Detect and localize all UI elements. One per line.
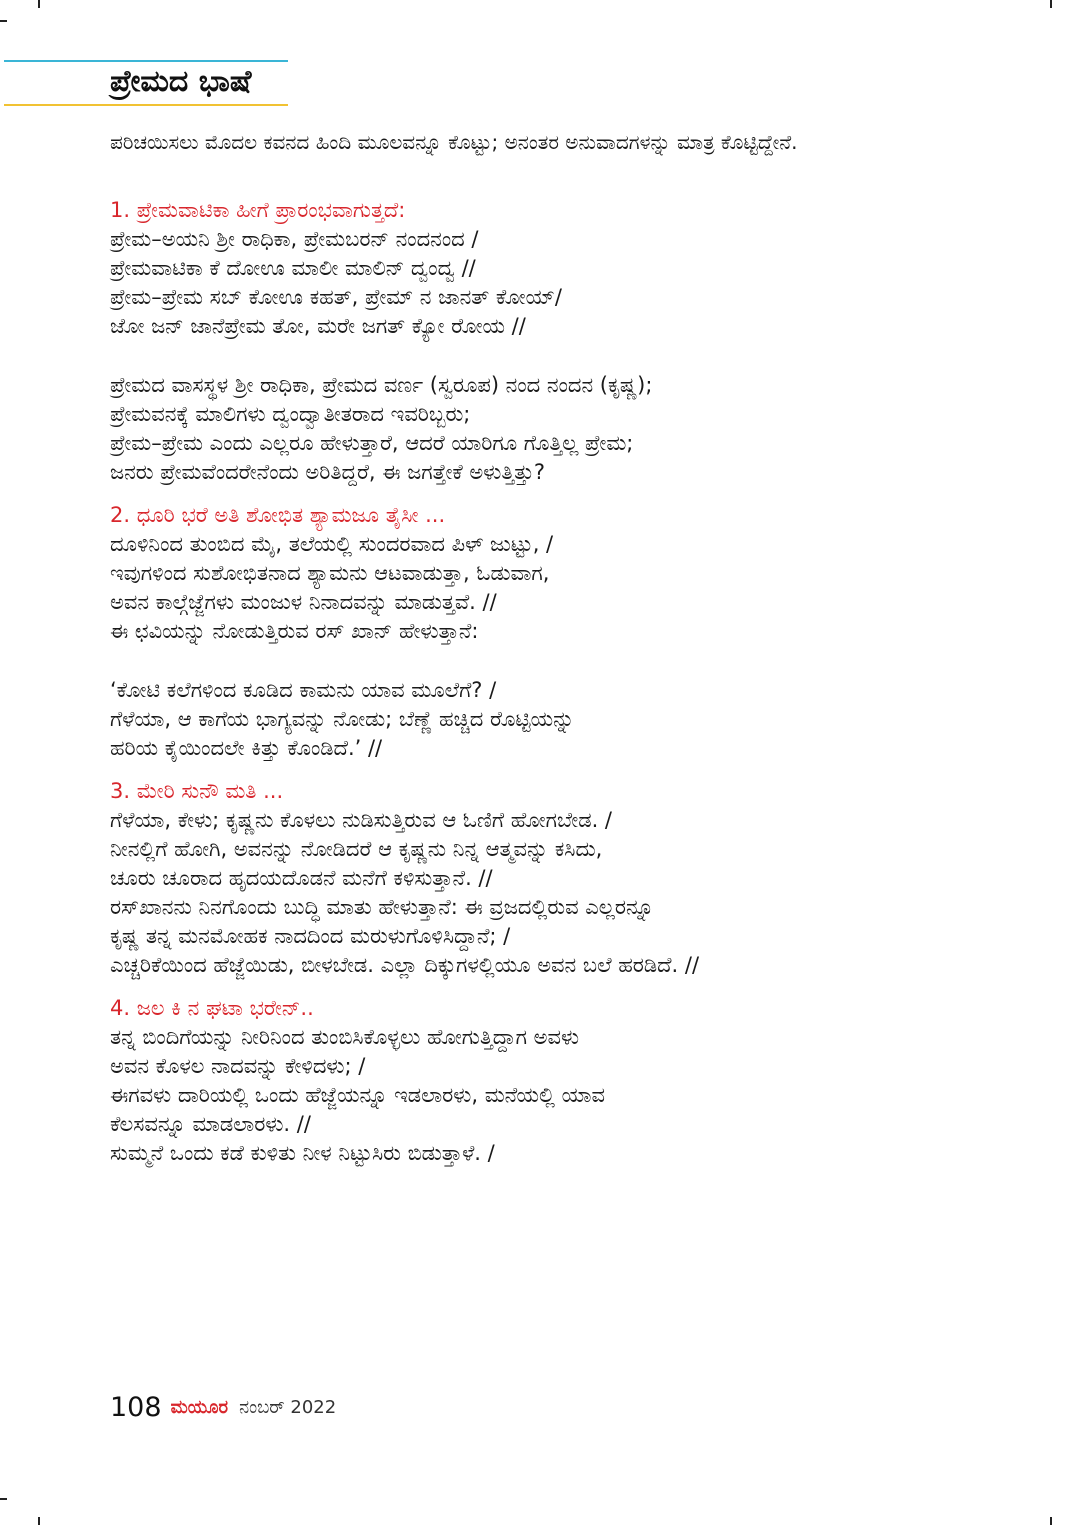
intro-paragraph: ಪರಿಚಯಿಸಲು ಮೊದಲ ಕವನದ ಹಿಂದಿ ಮೂಲವನ್ನೂ ಕೊಟ್ಟು; ಅನಂತರ ಅನುವಾದಗಳನ್ನು ಮಾತ್ರ ಕೊಟ್ಟಿದ್ದೇನೆ.	[110, 130, 798, 154]
poem-sections	[110, 196, 1040, 1182]
stanza	[110, 371, 1040, 487]
stanza	[110, 530, 1040, 646]
section-heading: 3. ಮೇರಿ ಸುನೌ ಮತಿ ...	[110, 779, 284, 803]
verse-line: ಜನರು ಪ್ರೇಮವೆಂದರೇನೆಂದು ಅರಿತಿದ್ದರೆ, ಈ ಜಗತ್ತೇಕೆ ಅಳುತ್ತಿತ್ತು?	[110, 460, 545, 484]
stanza	[110, 225, 1040, 341]
page-number: 108	[110, 1392, 162, 1423]
stanza	[110, 806, 1040, 980]
verse-line: ಸುಮ್ಮನೆ ಒಂದು ಕಡೆ ಕುಳಿತು ನೀಳ ನಿಟ್ಟುಸಿರು ಬಿಡುತ್ತಾಳೆ. /	[110, 1141, 495, 1165]
verse-line: ಜೋ ಜನ್ ಜಾನೆಪ್ರೇಮ ತೋ, ಮರೇ ಜಗತ್ ಕ್ಯೋ ರೋಯ //	[110, 314, 526, 338]
verse-line: ಕೃಷ್ಣ ತನ್ನ ಮನಮೋಹಕ ನಾದದಿಂದ ಮರುಳುಗೊಳಿಸಿದ್ದಾನೆ; /	[110, 924, 511, 948]
poem-section	[110, 994, 1040, 1168]
title-rule-top	[4, 60, 288, 62]
crop-mark-left-lower	[0, 1498, 7, 1500]
stanza	[110, 1023, 1040, 1168]
section-heading: 4. ಜಲ ಕಿ ನ ಘಟಾ ಭರೇನ್..	[110, 996, 314, 1020]
verse-line: ‘ಕೋಟಿ ಕಲೆಗಳಿಂದ ಕೂಡಿದ ಕಾಮನು ಯಾವ ಮೂಲೆಗೆ? /	[110, 678, 497, 702]
section-heading: 1. ಪ್ರೇಮವಾಟಿಕಾ ಹೀಗೆ ಪ್ರಾರಂಭವಾಗುತ್ತದೆ:	[110, 198, 406, 222]
stanza	[110, 676, 1040, 763]
poem-section	[110, 196, 1040, 487]
verse-line: ಈಗವಳು ದಾರಿಯಲ್ಲಿ ಒಂದು ಹೆಜ್ಜೆಯನ್ನೂ ಇಡಲಾರಳು, ಮನೆಯಲ್ಲಿ ಯಾವ	[110, 1083, 605, 1107]
crop-mark-top-right	[1050, 0, 1052, 8]
magazine-logo: ಮಯೂರ	[170, 1397, 229, 1418]
crop-mark-bottom-right	[1050, 1517, 1052, 1525]
crop-mark-left-upper	[0, 20, 7, 22]
verse-line: ಚೂರು ಚೂರಾದ ಹೃದಯದೊಡನೆ ಮನೆಗೆ ಕಳಿಸುತ್ತಾನೆ. //	[110, 866, 493, 890]
verse-line: ನೀನಲ್ಲಿಗೆ ಹೋಗಿ, ಅವನನ್ನು ನೋಡಿದರೆ ಆ ಕೃಷ್ಣನು ನಿನ್ನ ಆತ್ಮವನ್ನು ಕಸಿದು,	[110, 837, 603, 861]
verse-line: ಈ ಛವಿಯನ್ನು ನೋಡುತ್ತಿರುವ ರಸ್ ಖಾನ್ ಹೇಳುತ್ತಾನೆ:	[110, 619, 479, 643]
issue-label: ನಂಬರ್ 2022	[239, 1397, 337, 1418]
verse-line: ಪ್ರೇಮ–ಪ್ರೇಮ ಸಬ್ ಕೋಊ ಕಹತ್, ಪ್ರೇಮ್ ನ ಜಾನತ್ ಕೋಯ್/	[110, 285, 562, 309]
verse-line: ಕೆಲಸವನ್ನೂ ಮಾಡಲಾರಳು. //	[110, 1112, 311, 1136]
verse-line: ಎಚ್ಚರಿಕೆಯಿಂದ ಹೆಜ್ಜೆಯಿಡು, ಬೀಳಬೇಡ. ಎಲ್ಲಾ ದಿಕ್ಕುಗಳಲ್ಲಿಯೂ ಅವನ ಬಲೆ ಹರಡಿದೆ. //	[110, 953, 700, 977]
crop-mark-top-left	[38, 0, 40, 8]
verse-line: ರಸ್‌ಖಾನನು ನಿನಗೊಂದು ಬುದ್ಧಿ ಮಾತು ಹೇಳುತ್ತಾನೆ: ಈ ವ್ರಜದಲ್ಲಿರುವ ಎಲ್ಲರನ್ನೂ	[110, 895, 654, 919]
verse-line: ಗೆಳೆಯಾ, ಕೇಳು; ಕೃಷ್ಣನು ಕೊಳಲು ನುಡಿಸುತ್ತಿರುವ ಆ ಓಣಿಗೆ ಹೋಗಬೇಡ. /	[110, 808, 612, 832]
verse-line: ಹರಿಯ ಕೈಯಿಂದಲೇ ಕಿತ್ತು ಕೊಂಡಿದೆ.’ //	[110, 736, 383, 760]
page-title: ಪ್ರೇಮದ ಭಾಷೆ	[110, 64, 252, 99]
verse-line: ಪ್ರೇಮವನಕ್ಕೆ ಮಾಲಿಗಳು ದ್ವಂದ್ವಾತೀತರಾದ ಇವರಿಬ್ಬರು;	[110, 402, 471, 426]
verse-line: ಅವನ ಕೊಳಲ ನಾದವನ್ನು ಕೇಳಿದಳು; /	[110, 1054, 366, 1078]
poem-section	[110, 777, 1040, 980]
crop-mark-bottom-left	[38, 1517, 40, 1525]
verse-line: ಇವುಗಳಿಂದ ಸುಶೋಭಿತನಾದ ಶ್ಯಾಮನು ಆಟವಾಡುತ್ತಾ, ಓಡುವಾಗ,	[110, 561, 550, 585]
verse-line: ಪ್ರೇಮ–ಅಯನಿ ಶ್ರೀ ರಾಧಿಕಾ, ಪ್ರೇಮಬರನ್ ನಂದನಂದ /	[110, 227, 479, 251]
verse-line: ಪ್ರೇಮವಾಟಿಕಾ ಕೆ ದೋಊ ಮಾಲೀ ಮಾಲಿನ್ ದ್ವಂದ್ವ //	[110, 256, 476, 280]
poem-section	[110, 501, 1040, 763]
verse-line: ಪ್ರೇಮ–ಪ್ರೇಮ ಎಂದು ಎಲ್ಲರೂ ಹೇಳುತ್ತಾರೆ, ಆದರೆ ಯಾರಿಗೂ ಗೊತ್ತಿಲ್ಲ ಪ್ರೇಮ;	[110, 431, 634, 455]
verse-line: ಅವನ ಕಾಲ್ಗೆಜ್ಜೆಗಳು ಮಂಜುಳ ನಿನಾದವನ್ನು ಮಾಡುತ್ತವೆ. //	[110, 590, 497, 614]
page-footer	[110, 1392, 336, 1423]
title-rule-bottom	[4, 104, 288, 106]
verse-line: ಗೆಳೆಯಾ, ಆ ಕಾಗೆಯ ಭಾಗ್ಯವನ್ನು ನೋಡು; ಬೆಣ್ಣೆ ಹಚ್ಚಿದ ರೊಟ್ಟಿಯನ್ನು	[110, 707, 575, 731]
verse-line: ದೂಳಿನಿಂದ ತುಂಬಿದ ಮೈ, ತಲೆಯಲ್ಲಿ ಸುಂದರವಾದ ಪಿಳ್ ಜುಟ್ಟು, /	[110, 532, 554, 556]
verse-line: ಪ್ರೇಮದ ವಾಸಸ್ಥಳ ಶ್ರೀ ರಾಧಿಕಾ, ಪ್ರೇಮದ ವರ್ಣ (ಸ್ವರೂಪ) ನಂದ ನಂದನ (ಕೃಷ್ಣ);	[110, 373, 653, 397]
section-heading: 2. ಧೂರಿ ಭರೆ ಅತಿ ಶೋಭಿತ ಶ್ಯಾಮಜೂ ತೈಸೀ ...	[110, 503, 446, 527]
verse-line: ತನ್ನ ಬಿಂದಿಗೆಯನ್ನು ನೀರಿನಿಂದ ತುಂಬಿಸಿಕೊಳ್ಳಲು ಹೋಗುತ್ತಿದ್ದಾಗ ಅವಳು	[110, 1025, 580, 1049]
